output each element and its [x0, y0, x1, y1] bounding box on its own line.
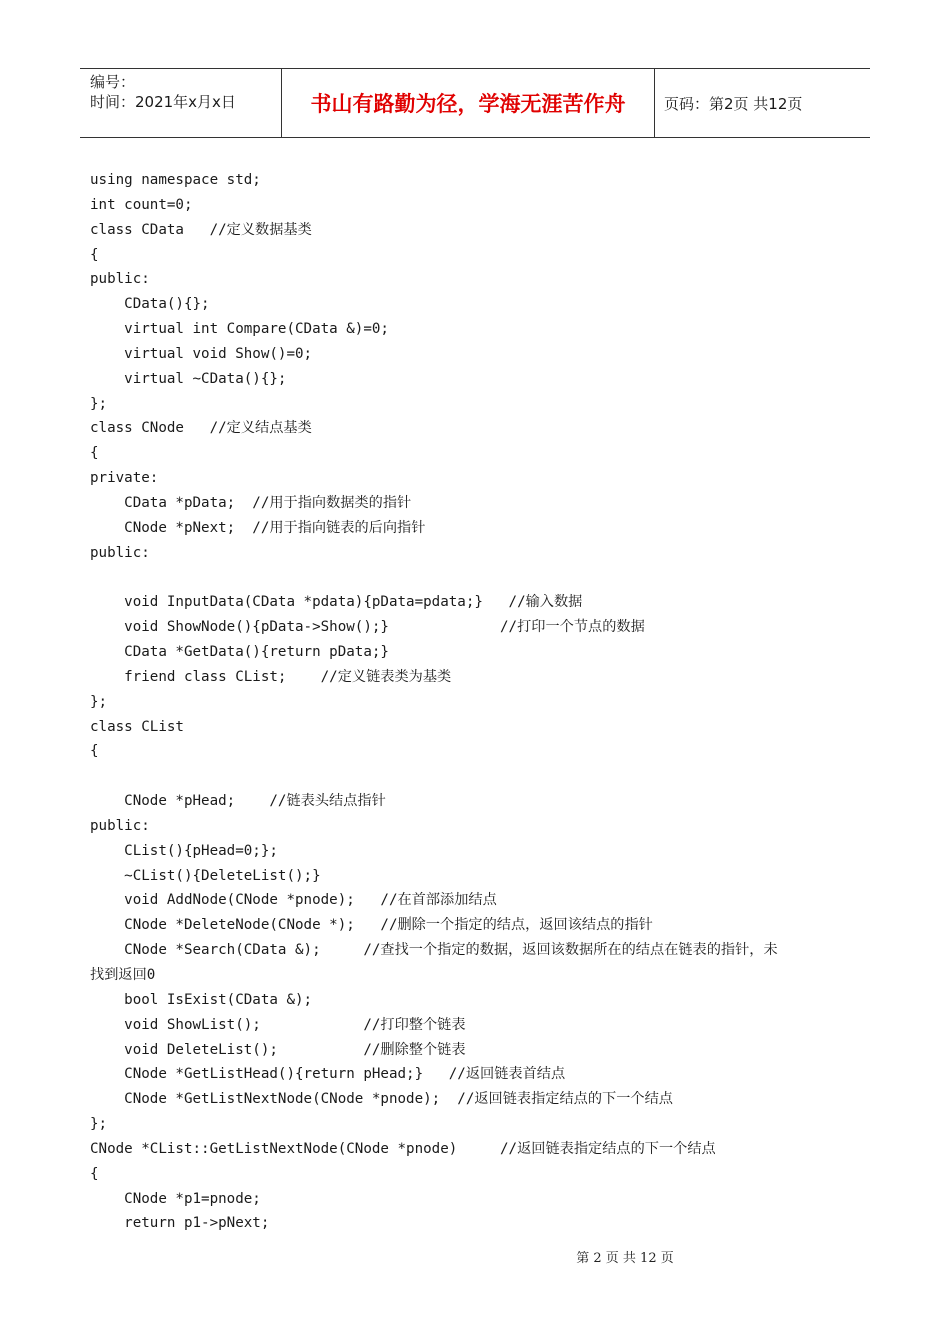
code-line: ~CList(){DeleteList();}: [90, 867, 321, 884]
serial-label: 编号：: [90, 73, 136, 91]
code-line: int count=0;: [90, 196, 193, 213]
code-line: [90, 764, 870, 789]
code-line: CNode *CList::GetListNextNode(CNode *pnode) //返回链表指定结点的下一个结点: [90, 1140, 716, 1157]
code-line: {: [90, 445, 99, 462]
code-line: virtual ~CData(){};: [90, 370, 287, 387]
code-line: class CData //定义数据基类: [90, 221, 312, 238]
code-line: class CList: [90, 718, 184, 735]
code-line: void DeleteList(); //删除整个链表: [90, 1041, 466, 1058]
code-line: {: [90, 743, 99, 760]
code-line: void ShowNode(){pData->Show();} //打印一个节点的数据: [90, 619, 645, 636]
code-line: virtual void Show()=0;: [90, 345, 313, 362]
code-block: [90, 168, 870, 1236]
code-line: public:: [90, 271, 150, 288]
header-motto-cell: [281, 69, 655, 137]
code-line: bool IsExist(CData &);: [90, 991, 313, 1008]
code-line: return p1->pNext;: [90, 1215, 270, 1232]
code-line: CNode *pNext; //用于指向链表的后向指针: [90, 519, 426, 536]
time-label: 时间：2021年x月x日: [90, 93, 236, 111]
page-header: [80, 68, 870, 138]
code-line: CNode *DeleteNode(CNode *); //删除一个指定的结点，返回该结点的指针: [90, 917, 653, 934]
code-line: CData *pData; //用于指向数据类的指针: [90, 494, 412, 511]
code-line: CList(){pHead=0;};: [90, 842, 278, 859]
code-line: void InputData(CData *pdata){pData=pdata;} //输入数据: [90, 594, 583, 611]
code-line: {: [90, 246, 99, 263]
code-line: [90, 566, 870, 591]
header-meta: [80, 69, 280, 137]
code-line: CNode *GetListNextNode(CNode *pnode); //返回链表指定结点的下一个结点: [90, 1091, 673, 1108]
code-line: private:: [90, 470, 159, 487]
code-line: friend class CList; //定义链表类为基类: [90, 668, 452, 685]
code-line: class CNode //定义结点基类: [90, 420, 312, 437]
code-line: {: [90, 1165, 99, 1182]
header-page-cell: [654, 69, 870, 137]
page-info: 页码：第2页 共12页: [664, 94, 803, 113]
page-footer: 第 2 页 共 12 页: [576, 1251, 674, 1266]
motto-text: 书山有路勤为径，学海无涯苦作舟: [310, 92, 626, 116]
code-line: void AddNode(CNode *pnode); //在首部添加结点: [90, 892, 497, 909]
code-line: };: [90, 1116, 108, 1133]
code-line: public:: [90, 817, 150, 834]
code-line: CNode *GetListHead(){return pHead;} //返回链表首结点: [90, 1066, 566, 1083]
code-line: CData(){};: [90, 296, 210, 313]
code-line: public:: [90, 544, 150, 561]
code-line: CNode *pHead; //链表头结点指针: [90, 793, 386, 810]
code-line: 找到返回0: [90, 967, 156, 983]
code-line: virtual int Compare(CData &)=0;: [90, 321, 389, 338]
code-line: void ShowList(); //打印整个链表: [90, 1016, 466, 1033]
code-line: CData *GetData(){return pData;}: [90, 644, 389, 661]
code-line: };: [90, 693, 108, 710]
code-line: CNode *p1=pnode;: [90, 1190, 261, 1207]
code-line: CNode *Search(CData &); //查找一个指定的数据，返回该数据所在的结点在链表的指针，未: [90, 942, 778, 959]
code-line: };: [90, 395, 108, 412]
code-line: using namespace std;: [90, 172, 261, 188]
